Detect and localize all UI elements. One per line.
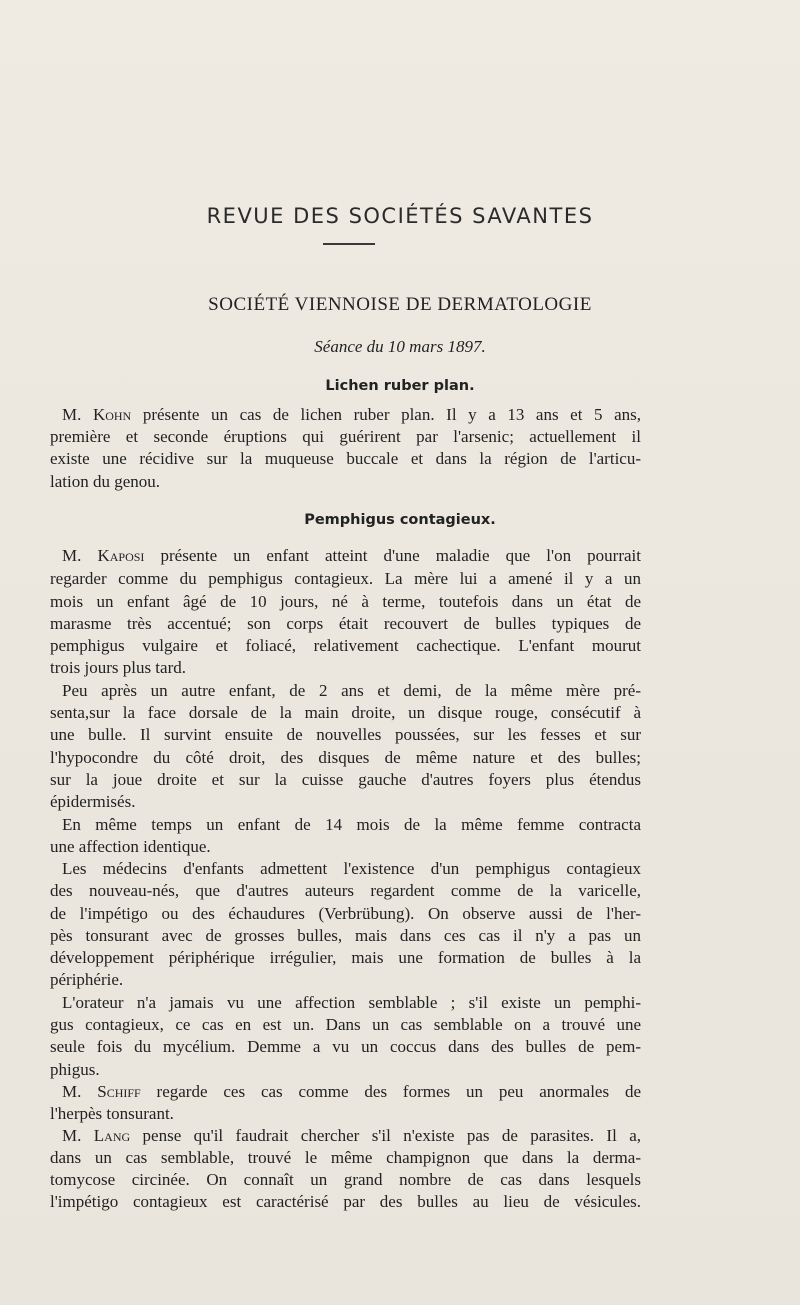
text-line: l'hypocondre du côté droit, des disques de même nature et des bulles; [50,748,641,767]
text-line: En même temps un enfant de 14 mois de la même femme contracta [62,815,641,834]
text-line: l'herpès tonsurant. [50,1104,174,1123]
text-line: lation du genou. [50,472,161,491]
title-divider [323,243,375,245]
text-line: Peu après un autre enfant, de 2 ans et demi, de la même mère pré- [62,681,641,700]
text-line: l'impétigo contagieux est caractérisé par des bulles au lieu de vésicules. [50,1192,641,1211]
session-date: Séance du 10 mars 1897. [314,337,486,356]
text-line: gus contagieux, ce cas en est un. Dans un cas semblable on a trouvé une [50,1015,641,1034]
text-line: périphérie. [50,970,124,989]
text-line: L'orateur n'a jamais vu une affection semblable ; s'il existe un pemphi- [62,993,641,1012]
text-line: une affection identique. [50,837,211,856]
text-line: mois un enfant âgé de 10 jours, né à terme, toutefois dans un état de [50,592,641,611]
speaker-name: Schiff [97,1082,141,1101]
text-line: M. Lang pense qu'il faudrait chercher s'il n'existe pas de parasites. Il a, [62,1126,641,1145]
text-line: développement périphérique irrégulier, mais une formation de bulles à la [50,948,641,967]
text-line: sur la joue droite et sur la cuisse gauche d'autres foyers plus étendus [50,770,641,789]
text-line: phigus. [50,1060,100,1079]
text-line: des nouveau-nés, que d'autres auteurs regardent comme de la varicelle, [50,881,641,900]
text-line: Les médecins d'enfants admettent l'existence d'un pemphigus contagieux [62,859,641,878]
text-line: marasme très accentué; son corps était recouvert de bulles typiques de [50,614,641,633]
section-heading-lichen: Lichen ruber plan. [325,378,475,394]
text-line: une bulle. Il survint ensuite de nouvelles poussées, sur les fesses et sur [50,725,641,744]
text-line: senta,sur la face dorsale de la main droite, un disque rouge, consécutif à [50,703,641,722]
page-title: REVUE DES SOCIÉTÉS SAVANTES [206,204,594,228]
text-line: M. Schiff regarde ces cas comme des formes un peu anormales de [62,1082,641,1101]
text-line: première et seconde éruptions qui guérirent par l'arsenic; actuellement il [50,427,641,446]
society-heading: SOCIÉTÉ VIENNOISE DE DERMATOLOGIE [208,294,592,315]
text-line: de l'impétigo ou des échaudures (Verbrübung). On observe aussi de l'her- [50,904,641,923]
text-line: dans un cas semblable, trouvé le même champignon que dans la derma- [50,1148,641,1167]
text-line: pemphigus vulgaire et foliacé, relativement cachectique. L'enfant mourut [50,636,641,655]
text-line: tomycose circinée. On connaît un grand nombre de cas dans lesquels [50,1170,641,1189]
speaker-name: Lang [93,1126,131,1145]
speaker-name: Kaposi [97,546,145,565]
text-line: M. Kaposi présente un enfant atteint d'une maladie que l'on pourrait [62,546,641,565]
text-line: regarder comme du pemphigus contagieux. La mère lui a amené il y a un [50,569,641,588]
text-line: pès tonsurant avec de grosses bulles, mais dans ces cas il n'y a pas un [50,926,641,945]
text-line: épidermisés. [50,792,136,811]
text-line: trois jours plus tard. [50,658,186,677]
text-line: M. Kohn présente un cas de lichen ruber plan. Il y a 13 ans et 5 ans, [62,405,641,424]
text-line: seule fois du mycélium. Demme a vu un coccus dans des bulles de pem- [50,1037,641,1056]
text-line: existe une récidive sur la muqueuse buccale et dans la région de l'articu- [50,449,641,468]
section-heading-pemphigus: Pemphigus contagieux. [304,512,496,528]
speaker-name: Kohn [92,405,132,424]
